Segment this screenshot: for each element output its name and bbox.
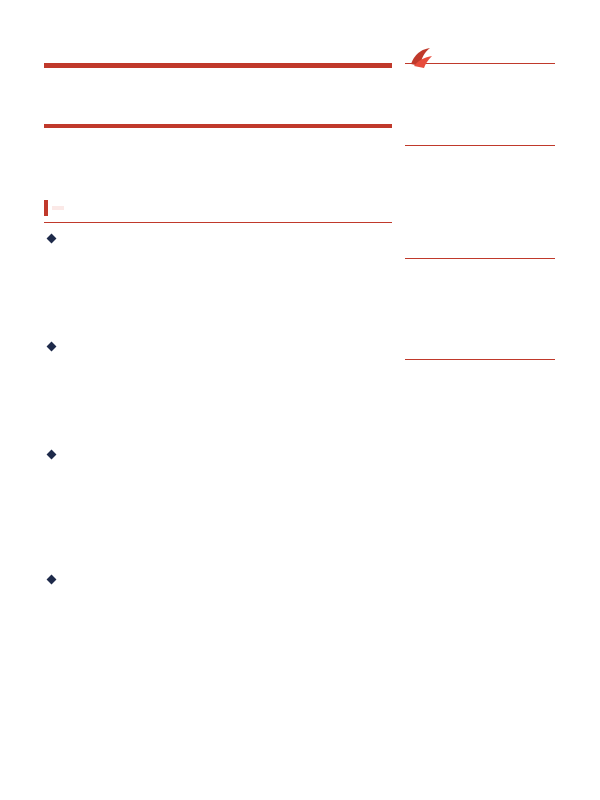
right-rule-3 [405, 359, 555, 360]
section-heading [44, 200, 64, 216]
relative-index-chart [405, 278, 555, 358]
section-marker [44, 200, 48, 216]
bullet-diamond-icon [47, 450, 57, 460]
header-rule [44, 63, 392, 68]
section-rule [44, 222, 392, 223]
title-rule [44, 124, 392, 128]
bullet-diamond-icon [47, 234, 57, 244]
right-rule-2 [405, 258, 555, 259]
logo-mark-icon [408, 44, 434, 70]
bullet-diamond-icon [47, 342, 57, 352]
rating [405, 122, 409, 137]
right-rule-1 [405, 145, 555, 146]
company-logo [408, 44, 439, 70]
section-label [52, 206, 64, 210]
bullet-diamond-icon [47, 575, 57, 585]
